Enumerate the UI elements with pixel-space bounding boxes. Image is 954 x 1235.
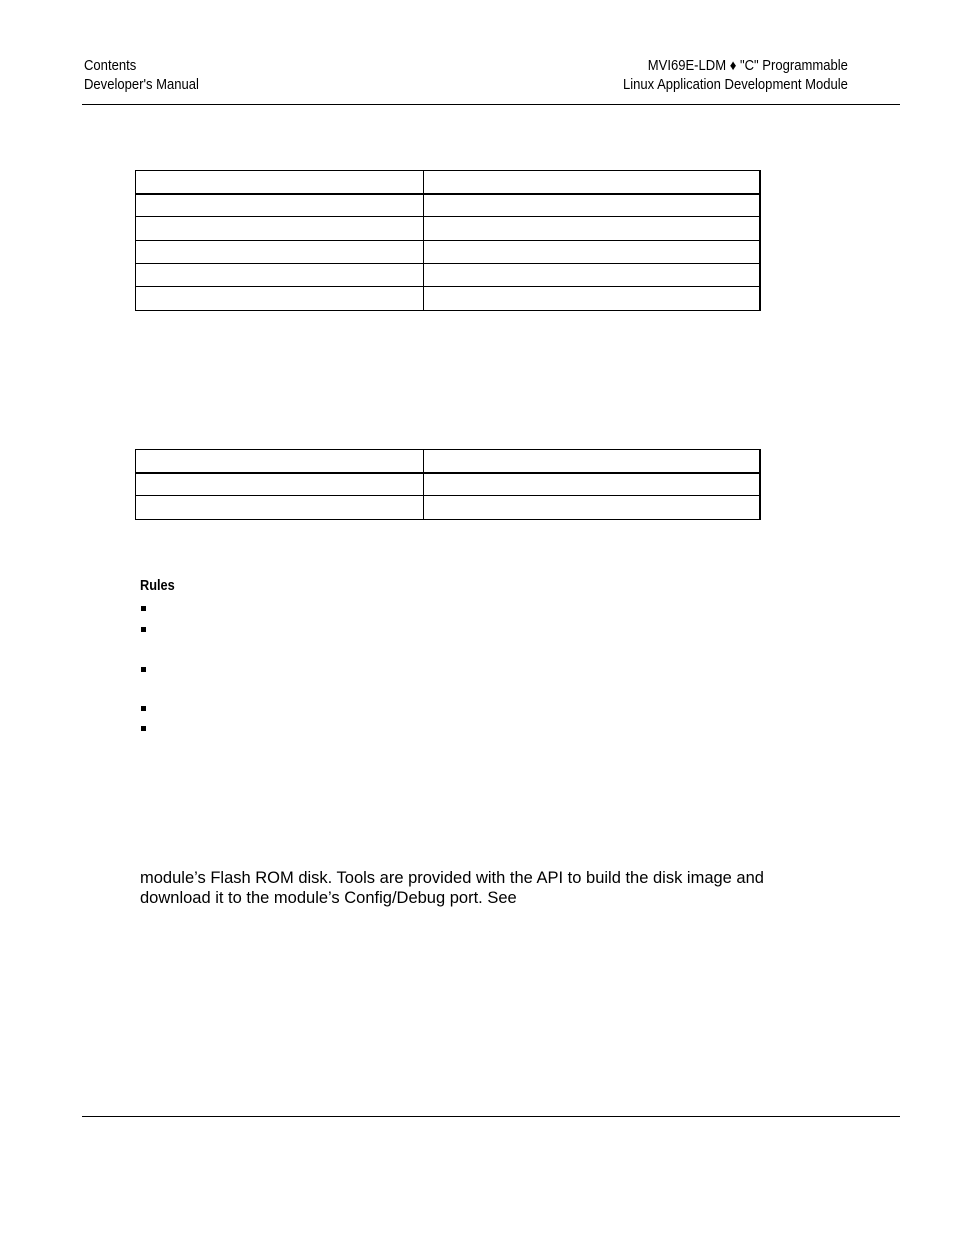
table-row [136,171,761,194]
body-line: module’s Flash ROM disk. Tools are provided with the API to build the disk image and [140,869,764,887]
bullet-icon [141,627,146,632]
table-cell [136,496,424,520]
table-1 [135,170,761,311]
bullet-icon [141,726,146,731]
header-product-description: Linux Application Development Module [623,77,848,93]
table-cell [136,217,424,241]
header-section-title: Contents [84,58,137,74]
table-cell [136,264,424,287]
table-row [136,264,761,287]
table-row [136,496,761,520]
table-cell [136,171,424,194]
table-row [136,217,761,241]
header-left [84,57,199,95]
table-cell [424,241,761,264]
table-cell [136,473,424,496]
table-row [136,450,761,473]
header-divider [82,104,900,105]
table-row [136,241,761,264]
bullet-icon [141,606,146,611]
body-line: download it to the module’s Config/Debug port. See [140,889,517,907]
table-cell [424,264,761,287]
table-row [136,473,761,496]
table-row [136,287,761,311]
bullet-icon [141,667,146,672]
table-cell [424,171,761,194]
table-cell [424,473,761,496]
table-cell [424,287,761,311]
rules-heading: Rules [140,578,175,594]
header-product-name: MVI69E-LDM ♦ "C" Programmable [647,58,848,74]
table-2 [135,449,761,520]
table-cell [136,241,424,264]
bullet-icon [141,706,146,711]
body-paragraph [140,868,764,908]
footer-divider [82,1116,900,1117]
table-cell [424,217,761,241]
header-manual-title: Developer's Manual [84,77,199,93]
table-cell [136,287,424,311]
table-cell [424,496,761,520]
table-row [136,194,761,217]
header-right [623,57,848,95]
table-cell [424,450,761,473]
table-cell [424,194,761,217]
table-cell [136,194,424,217]
table-cell [136,450,424,473]
